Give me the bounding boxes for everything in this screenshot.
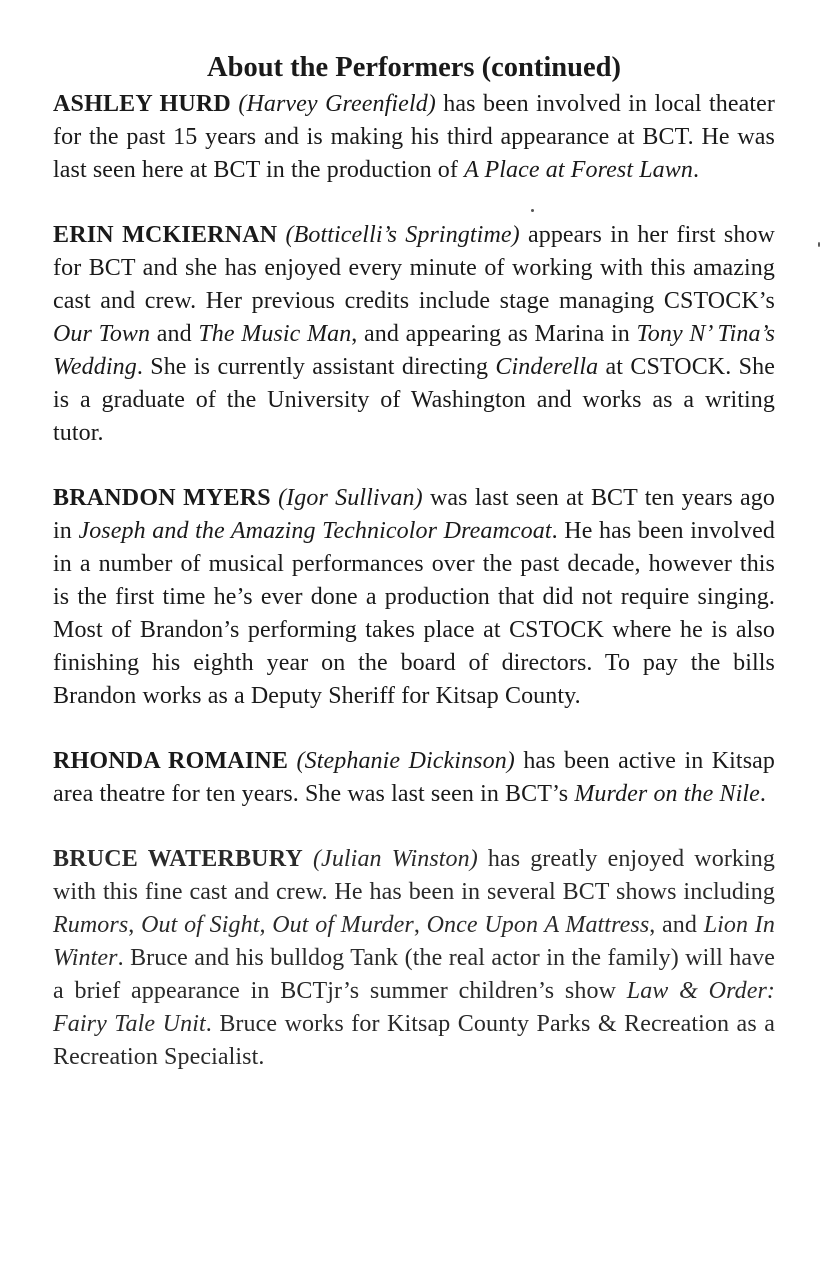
production-title: Out of Sight, Out of Murder	[141, 912, 414, 938]
print-speck	[818, 242, 820, 247]
bio-text: and	[150, 321, 199, 347]
bio-text: ,	[128, 912, 142, 938]
bio-text: . She is currently assistant directing	[136, 354, 496, 380]
production-title: Tony N’ Tina’s Wedding	[53, 321, 776, 380]
bio-text: , and	[649, 912, 704, 938]
bio-text: . He has been involved in a number of musical performances over the past decade, however this is the first time he’s ever done a production that did not require singing. Most of Brandon’s performing takes place at CSTOCK where he is also finishing his eighth year on the board of directors. To pay the bills Brandon works as a Deputy Sheriff for Kitsap County.	[53, 518, 775, 709]
bio-text: . Bruce and his bulldog Tank (the real actor in the family) will have a brief appearance in BCTjr’s summer children’s show	[53, 945, 775, 1004]
bio-text: was last seen at BCT ten years ago in	[53, 485, 776, 544]
character-role: (Harvey Greenfield)	[238, 91, 436, 117]
bio-text: at CSTOCK. She is a graduate of the University of Washington and works as a writing tutor.	[53, 354, 775, 446]
character-role: (Stephanie Dickinson)	[296, 748, 515, 774]
bio-text: . Bruce works for Kitsap County Parks & Recreation as a Recreation Specialist.	[53, 1011, 775, 1070]
character-role: (Igor Sullivan)	[278, 485, 423, 511]
bio-text: appears in her first show for BCT and she has enjoyed every minute of working with this amazing cast and crew. Her previous credits include stage managing CSTOCK’s	[53, 222, 775, 314]
character-role: (Botticelli’s Springtime)	[285, 222, 520, 248]
performer-bio	[53, 745, 775, 811]
bio-text: , and appearing as Marina in	[351, 321, 637, 347]
performer-name: RHONDA ROMAINE	[53, 748, 289, 774]
production-title: Once Upon A Mattress	[426, 912, 650, 938]
production-title: The Music Man	[198, 321, 352, 347]
document-page	[53, 50, 775, 1106]
bio-text: .	[692, 157, 700, 183]
production-title: Law & Order: Fairy Tale Unit	[53, 978, 775, 1037]
production-title: Joseph and the Amazing Technicolor Dreamcoat	[78, 518, 552, 544]
bio-text: has been involved in local theater for the past 15 years and is making his third appearance at BCT. He was last seen here at BCT in the production of	[53, 91, 775, 183]
performer-bio	[53, 843, 775, 1074]
performer-bio	[53, 219, 775, 450]
production-title: Lion In Winter	[53, 912, 775, 971]
performer-name: BRANDON MYERS	[53, 485, 271, 511]
page-title: About the Performers (continued)	[207, 52, 621, 83]
performer-bio	[53, 88, 775, 187]
production-title: A Place at Forest Lawn	[464, 157, 693, 183]
print-speck	[531, 209, 534, 212]
performer-bios	[53, 88, 775, 1074]
bio-text: ,	[413, 912, 427, 938]
performer-bio	[53, 482, 775, 713]
production-title: Murder on the Nile	[574, 781, 760, 807]
bio-text: has been active in Kitsap area theatre for ten years. She was last seen in BCT’s	[53, 748, 775, 807]
production-title: Cinderella	[495, 354, 599, 380]
performer-name: ERIN MCKIERNAN	[53, 222, 278, 248]
performer-name: ASHLEY HURD	[53, 91, 231, 117]
performer-name: BRUCE WATERBURY	[53, 846, 303, 872]
character-role: (Julian Winston)	[312, 846, 478, 872]
production-title: Rumors	[53, 912, 129, 938]
bio-text: .	[759, 781, 766, 807]
production-title: Our Town	[53, 321, 151, 347]
bio-text: has greatly enjoyed working with this fine cast and crew. He has been in several BCT shows including	[53, 846, 775, 905]
